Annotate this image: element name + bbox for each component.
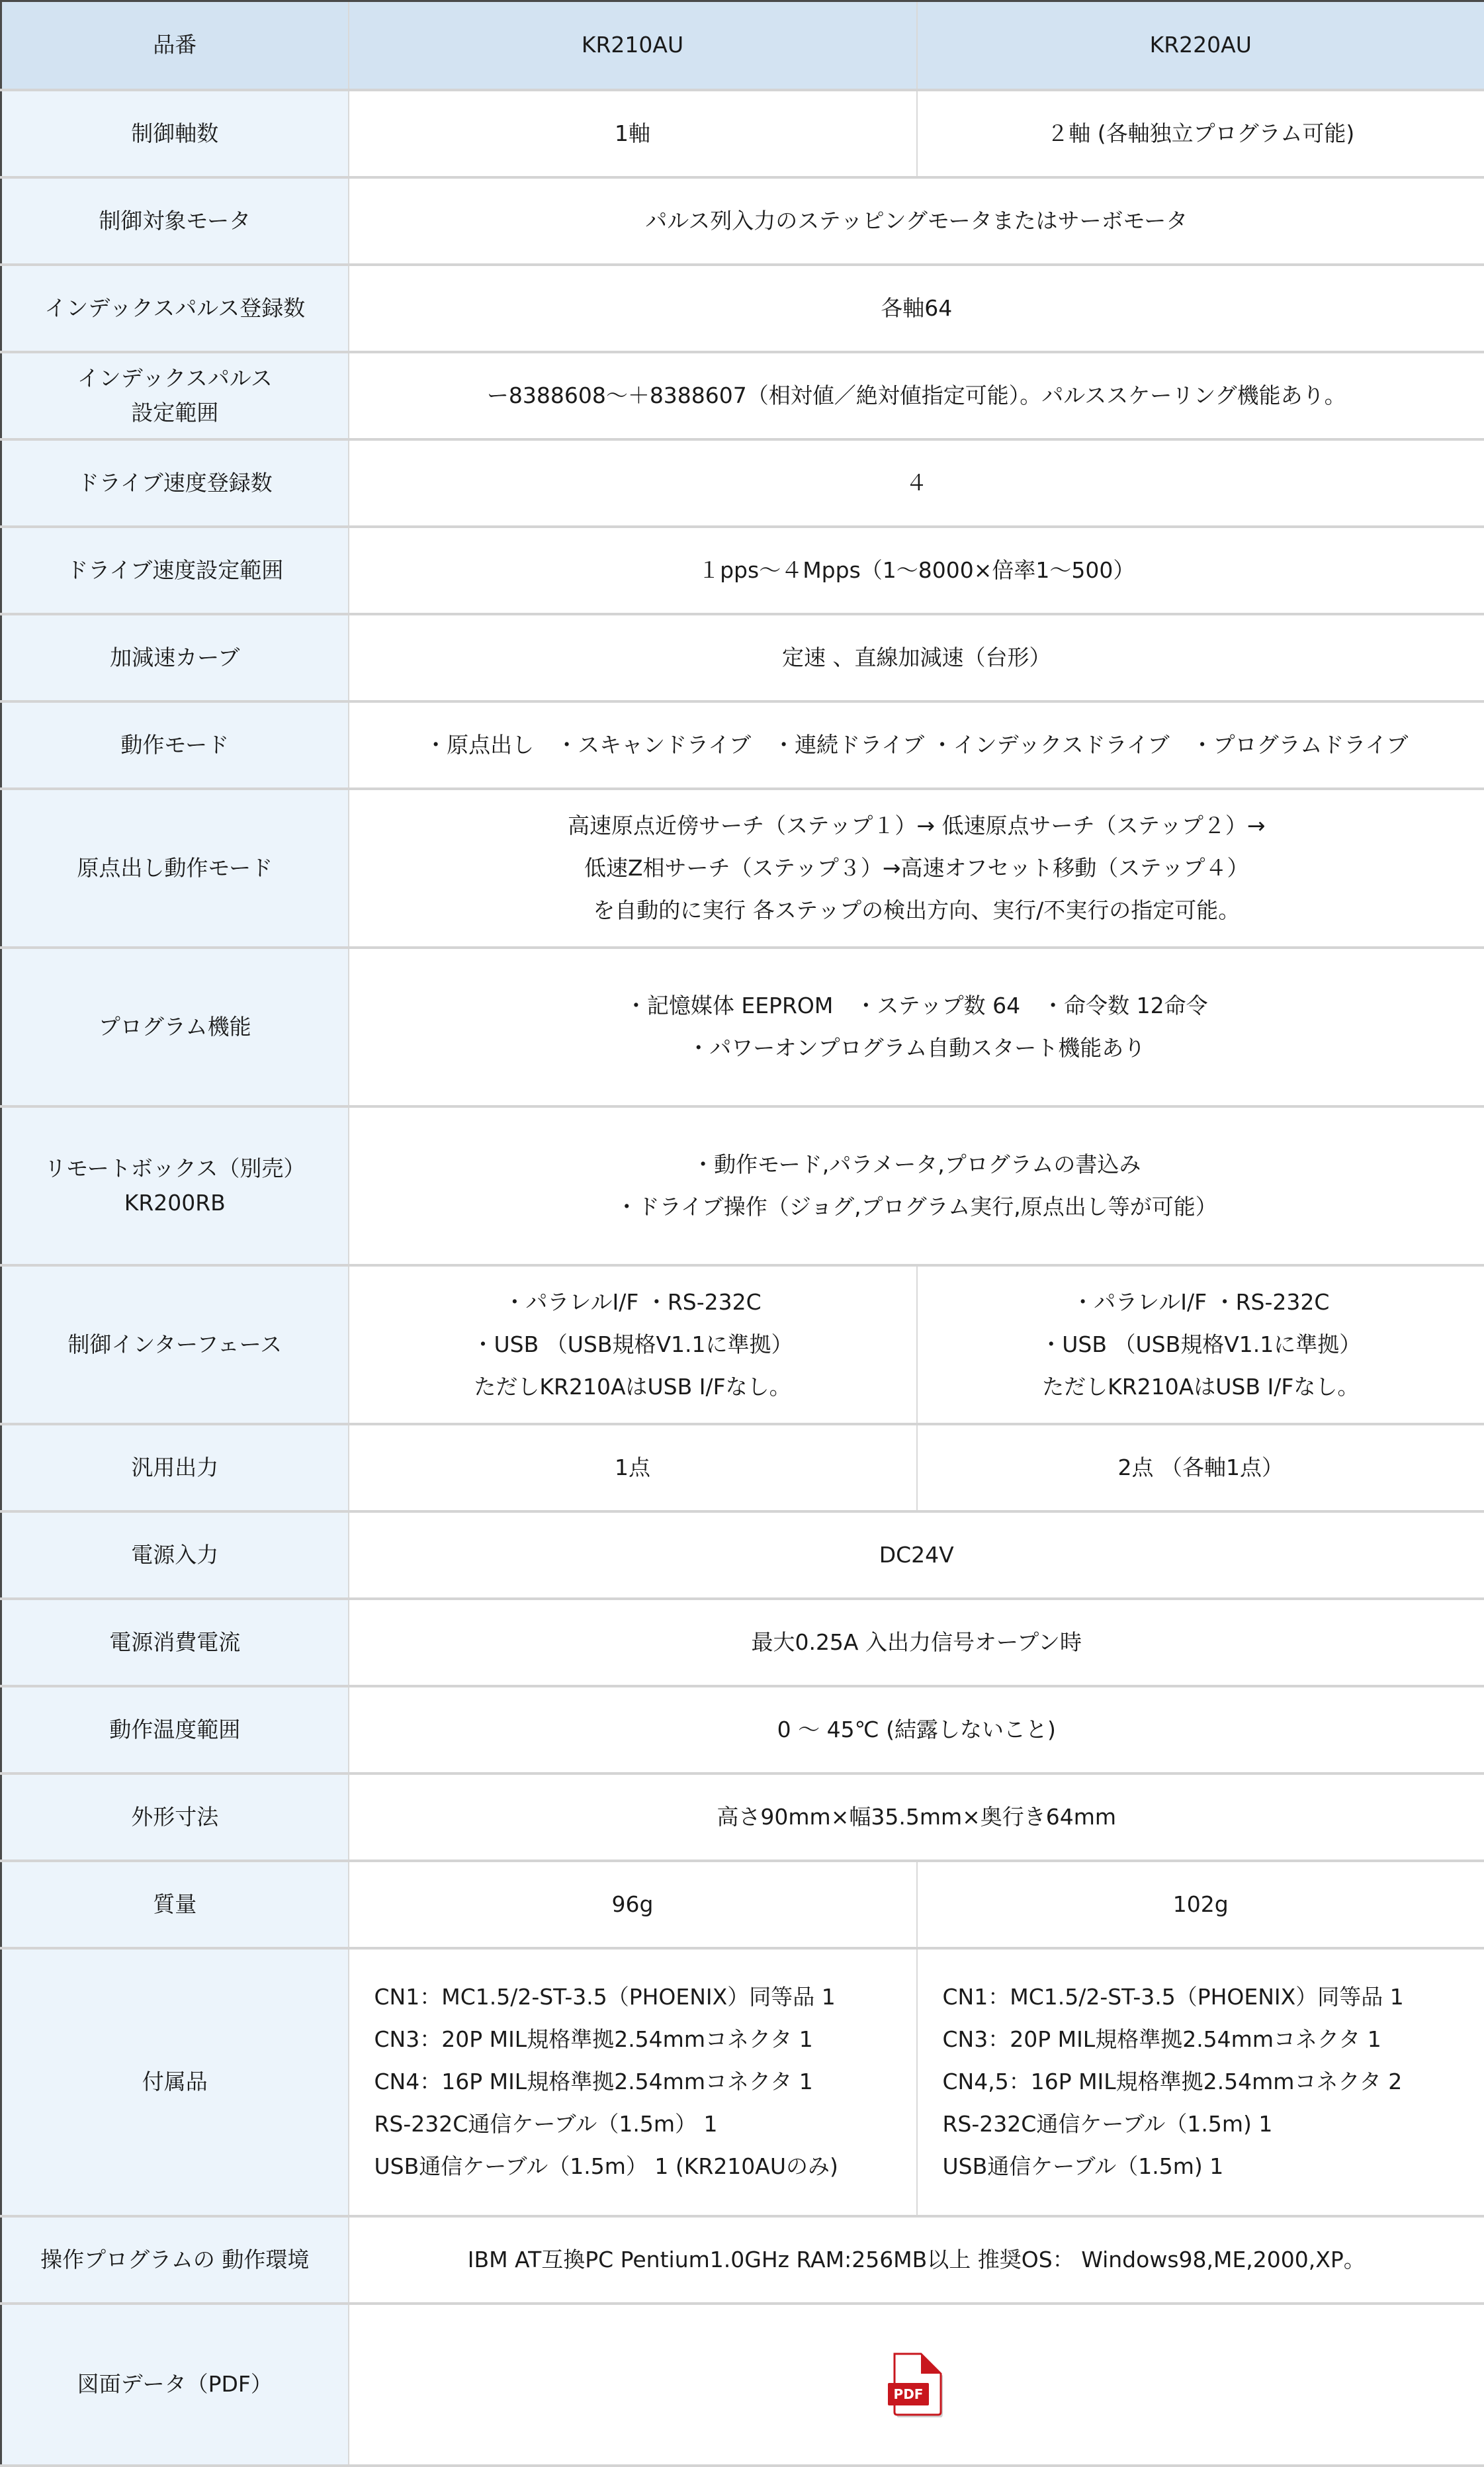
- value-line: ・USB （USB規格V1.1に準拠）: [926, 1323, 1477, 1366]
- row-label-line: リモートボックス（別売）: [10, 1151, 340, 1186]
- cell-kr220au: [917, 1948, 1484, 2216]
- row-label: 外形寸法: [1, 1773, 349, 1861]
- value-line: USB通信ケーブル（1.5m） 1 (KR210AUのみ): [374, 2145, 908, 2188]
- table-row-drawing: [1, 2304, 1484, 2466]
- value-line: 低速Z相サーチ（ステップ３）→高速オフセット移動（ステップ４）: [357, 847, 1477, 889]
- cell-value: ー8388608〜＋8388607（相対値／絶対値指定可能）。パルススケーリング機能あり。: [349, 352, 1484, 439]
- value-line: ・USB （USB規格V1.1に準拠）: [357, 1323, 908, 1366]
- header-row: [1, 1, 1484, 90]
- cell-value: 各軸64: [349, 265, 1484, 352]
- value-line: ・パラレルI/F ・RS-232C: [357, 1281, 908, 1323]
- row-label: 動作モード: [1, 701, 349, 789]
- value-line: ただしKR210AはUSB I/Fなし。: [357, 1366, 908, 1408]
- row-label: 図面データ（PDF）: [1, 2304, 349, 2466]
- cell-value: 定速 、直線加減速（台形）: [349, 614, 1484, 701]
- cell-value: [349, 789, 1484, 948]
- table-row-speed-range: [1, 527, 1484, 614]
- table-row-dimensions: [1, 1773, 1484, 1861]
- row-label: 汎用出力: [1, 1424, 349, 1511]
- cell-value: パルス列入力のステッピングモータまたはサーボモータ: [349, 177, 1484, 265]
- row-label: ドライブ速度登録数: [1, 439, 349, 527]
- table-row-environment: [1, 2216, 1484, 2304]
- row-label: ドライブ速度設定範囲: [1, 527, 349, 614]
- pdf-file-icon: [887, 2351, 946, 2417]
- row-label: 質量: [1, 1861, 349, 1948]
- table-row-speed-count: [1, 439, 1484, 527]
- value-line: CN1：MC1.5/2-ST-3.5（PHOENIX）同等品 1: [943, 1976, 1477, 2018]
- row-label-line: インデックスパルス: [10, 361, 340, 396]
- table-row-motor: [1, 177, 1484, 265]
- value-line: CN3：20P MIL規格準拠2.54mmコネクタ 1: [374, 2018, 908, 2061]
- cell-value: 高さ90mm×幅35.5mm×奥行き64mm: [349, 1773, 1484, 1861]
- value-line: CN4,5：16P MIL規格準拠2.54mmコネクタ 2: [943, 2061, 1477, 2103]
- table-row-homing: [1, 789, 1484, 948]
- row-label: 電源消費電流: [1, 1599, 349, 1686]
- value-line: CN4：16P MIL規格準拠2.54mmコネクタ 1: [374, 2061, 908, 2103]
- cell-kr210au: [349, 1948, 917, 2216]
- table-row-power-input: [1, 1511, 1484, 1599]
- cell-value: 最大0.25A 入出力信号オープン時: [349, 1599, 1484, 1686]
- table-row-power-current: [1, 1599, 1484, 1686]
- table-row-mass: [1, 1861, 1484, 1948]
- cell-value: ４: [349, 439, 1484, 527]
- pdf-download-link[interactable]: [887, 2351, 946, 2417]
- row-label: 制御対象モータ: [1, 177, 349, 265]
- table-row-general-output: [1, 1424, 1484, 1511]
- cell-value: [349, 948, 1484, 1106]
- value-line: CN3：20P MIL規格準拠2.54mmコネクタ 1: [943, 2018, 1477, 2061]
- row-label: 動作温度範囲: [1, 1686, 349, 1773]
- value-line: ・動作モード,パラメータ,プログラムの書込み: [357, 1144, 1477, 1186]
- value-line: USB通信ケーブル（1.5m) 1: [943, 2145, 1477, 2188]
- header-model-kr220au: KR220AU: [917, 1, 1484, 90]
- value-line: ・記憶媒体 EEPROM ・ステップ数 64 ・命令数 12命令: [357, 985, 1477, 1027]
- table-row-accessories: [1, 1948, 1484, 2216]
- cell-kr210au: 1点: [349, 1424, 917, 1511]
- cell-value: １pps〜４Mpps（1〜8000×倍率1〜500）: [349, 527, 1484, 614]
- cell-kr220au: ２軸 (各軸独立プログラム可能): [917, 90, 1484, 177]
- cell-value: DC24V: [349, 1511, 1484, 1599]
- row-label: 加減速カーブ: [1, 614, 349, 701]
- table-row-axes: [1, 90, 1484, 177]
- cell-value: [349, 2304, 1484, 2466]
- value-line: CN1：MC1.5/2-ST-3.5（PHOENIX）同等品 1: [374, 1976, 908, 2018]
- row-label: プログラム機能: [1, 948, 349, 1106]
- value-line: ・パラレルI/F ・RS-232C: [926, 1281, 1477, 1323]
- cell-value: 0 〜 45℃ (結露しないこと): [349, 1686, 1484, 1773]
- value-line: RS-232C通信ケーブル（1.5m) 1: [943, 2103, 1477, 2145]
- cell-kr220au: [917, 1265, 1484, 1424]
- table-row-remote: [1, 1106, 1484, 1265]
- table-row-accel-curve: [1, 614, 1484, 701]
- cell-kr220au: 102g: [917, 1861, 1484, 1948]
- table-row-interface: [1, 1265, 1484, 1424]
- cell-value: ・原点出し ・スキャンドライブ ・連続ドライブ ・インデックスドライブ ・プログラムドライブ: [349, 701, 1484, 789]
- cell-value: IBM AT互換PC Pentium1.0GHz RAM:256MB以上 推奨OS： Windows98,ME,2000,XP。: [349, 2216, 1484, 2304]
- cell-value: [349, 1106, 1484, 1265]
- table-row-index-range: [1, 352, 1484, 439]
- value-line: ・ドライブ操作（ジョグ,プログラム実行,原点出し等が可能）: [357, 1186, 1477, 1228]
- table-row-program: [1, 948, 1484, 1106]
- svg-text:PDF: PDF: [894, 2386, 924, 2402]
- row-label: 制御軸数: [1, 90, 349, 177]
- value-line: ・パワーオンプログラム自動スタート機能あり: [357, 1027, 1477, 1069]
- header-label: 品番: [1, 1, 349, 90]
- cell-kr210au: 96g: [349, 1861, 917, 1948]
- value-line: RS-232C通信ケーブル（1.5m） 1: [374, 2103, 908, 2145]
- header-model-kr210au: KR210AU: [349, 1, 917, 90]
- row-label: 制御インターフェース: [1, 1265, 349, 1424]
- row-label: 操作プログラムの 動作環境: [1, 2216, 349, 2304]
- row-label-line: 設定範囲: [10, 396, 340, 430]
- row-label: 電源入力: [1, 1511, 349, 1599]
- row-label: [1, 1106, 349, 1265]
- cell-kr210au: 1軸: [349, 90, 917, 177]
- table-row-op-mode: [1, 701, 1484, 789]
- table-row-index-count: [1, 265, 1484, 352]
- cell-kr210au: [349, 1265, 917, 1424]
- table-row-op-temp: [1, 1686, 1484, 1773]
- value-line: を自動的に実行 各ステップの検出方向、実行/不実行の指定可能。: [357, 889, 1477, 932]
- row-label-line: KR200RB: [10, 1186, 340, 1220]
- row-label: インデックスパルス登録数: [1, 265, 349, 352]
- value-line: 高速原点近傍サーチ（ステップ１）→ 低速原点サーチ（ステップ２）→: [357, 805, 1477, 847]
- cell-kr220au: 2点 （各軸1点）: [917, 1424, 1484, 1511]
- row-label: 原点出し動作モード: [1, 789, 349, 948]
- row-label: [1, 352, 349, 439]
- value-line: ただしKR210AはUSB I/Fなし。: [926, 1366, 1477, 1408]
- row-label: 付属品: [1, 1948, 349, 2216]
